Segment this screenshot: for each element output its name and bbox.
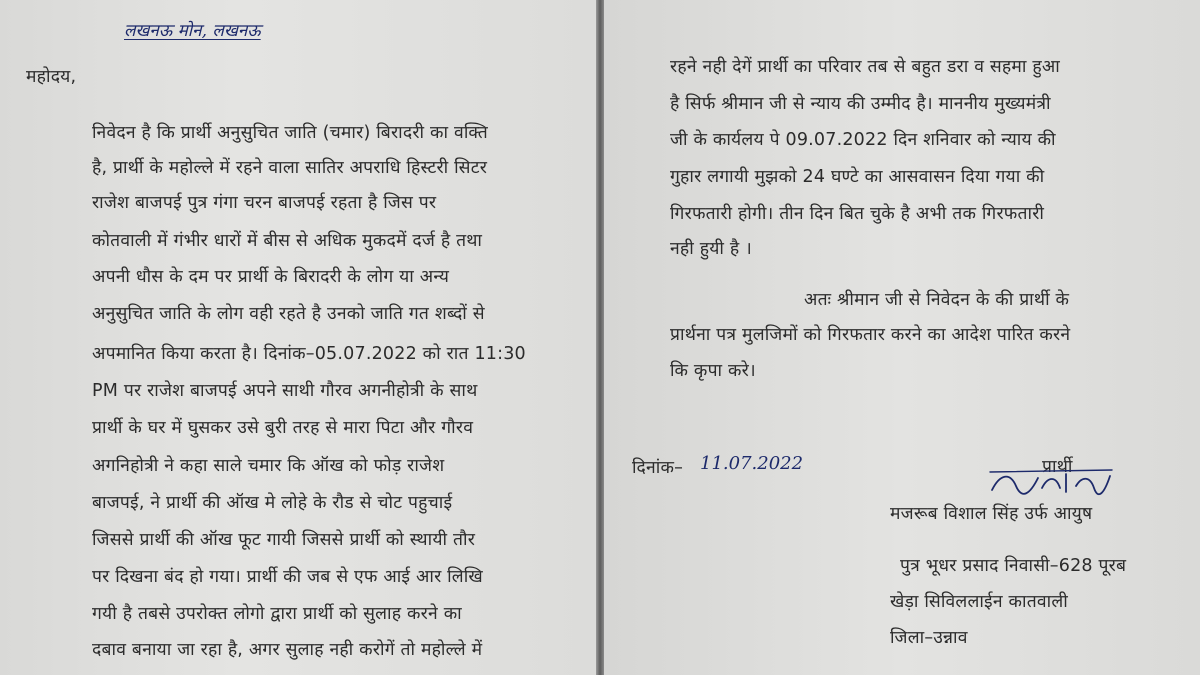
body-line: गिरफतारी होगी। तीन दिन बित चुके है अभी तक गिरफतारी — [670, 204, 1045, 224]
body-line: जी के कार्यलय पे 09.07.2022 दिन शनिवार को न्याय की — [670, 130, 1056, 150]
address-line: खेड़ा सिविललाईन कातवाली — [890, 592, 1068, 612]
body-line: कोतवाली में गंभीर धारों में बीस से अधिक मुकदमें दर्ज है तथा — [92, 231, 483, 251]
right-page — [604, 0, 1200, 675]
body-line: PM पर राजेश बाजपई अपने साथी गौरव अगनीहोत्री के साथ — [92, 381, 478, 401]
body-line: है सिर्फ श्रीमान जी से न्याय की उम्मीद है। माननीय मुख्यमंत्री — [670, 94, 1051, 114]
body-line: है, प्रार्थी के महोल्ले में रहने वाला सातिर अपराधि हिस्टरी सिटर — [92, 158, 488, 178]
body-line: प्रार्थी के घर में घुसकर उसे बुरी तरह से मारा पिटा और गौरव — [92, 418, 474, 438]
signature — [986, 464, 1116, 500]
closing-line: प्रार्थना पत्र मुलजिमों को गिरफतार करने का आदेश पारित करने — [670, 325, 1071, 345]
closing-line: अतः श्रीमान जी से निवेदन के की प्रार्थी के — [804, 290, 1070, 310]
body-line: जिससे प्रार्थी की ऑख फूट गायी जिससे प्रार्थी को स्थायी तौर — [92, 530, 476, 550]
handwritten-header: लखनऊ मोन, लखनऊ — [124, 21, 261, 41]
applicant-name: मजरूब विशाल सिंह उर्फ आयुष — [890, 504, 1093, 524]
body-line: नही हुयी है । — [670, 239, 752, 259]
body-line: रहने नही देगें प्रार्थी का परिवार तब से बहुत डरा व सहमा हुआ — [670, 57, 1060, 77]
body-line: अपमानित किया करता है। दिनांक–05.07.2022 को रात 11:30 — [92, 344, 526, 364]
address-line: जिला–उन्नाव — [890, 628, 968, 648]
body-line: राजेश बाजपई पुत्र गंगा चरन बाजपई रहता है जिस पर — [92, 193, 437, 213]
body-line: निवेदन है कि प्रार्थी अनुसुचित जाति (चमार) बिरादरी का वक्ति — [92, 123, 488, 143]
date-value: 11.07.2022 — [700, 453, 804, 474]
body-line: अनुसुचित जाति के लोग वही रहते है उनको जाति गत शब्दों से — [92, 304, 485, 324]
body-line: अगनिहोत्री ने कहा साले चमार कि ऑख को फोड़ राजेश — [92, 456, 445, 476]
body-line: दबाव बनाया जा रहा है, अगर सुलाह नही करोगें तो महोल्ले में — [92, 640, 483, 660]
date-label: दिनांक– — [632, 458, 684, 478]
applicant-label: प्रार्थी — [1042, 457, 1073, 477]
salutation: महोदय, — [26, 67, 77, 87]
closing-line: कि कृपा करे। — [670, 361, 756, 381]
body-line: गयी है तबसे उपरोक्त लोगो द्वारा प्रार्थी को सुलाह करने का — [92, 604, 462, 624]
body-line: बाजपई, ने प्रार्थी की ऑख मे लोहे के रौड से चोट पहुचाई — [92, 493, 453, 513]
body-line: पर दिखना बंद हो गया। प्रार्थी की जब से एफ आई आर लिखि — [92, 567, 483, 587]
page-divider — [596, 0, 604, 675]
body-line: अपनी धौस के दम पर प्रार्थी के बिरादरी के लोग या अन्य — [92, 267, 450, 287]
address-line: पुत्र भूधर प्रसाद निवासी–628 पूरब — [900, 556, 1127, 576]
body-line: गुहार लगायी मुझको 24 घण्टे का आसवासन दिया गया की — [670, 167, 1045, 187]
left-page — [0, 0, 596, 675]
